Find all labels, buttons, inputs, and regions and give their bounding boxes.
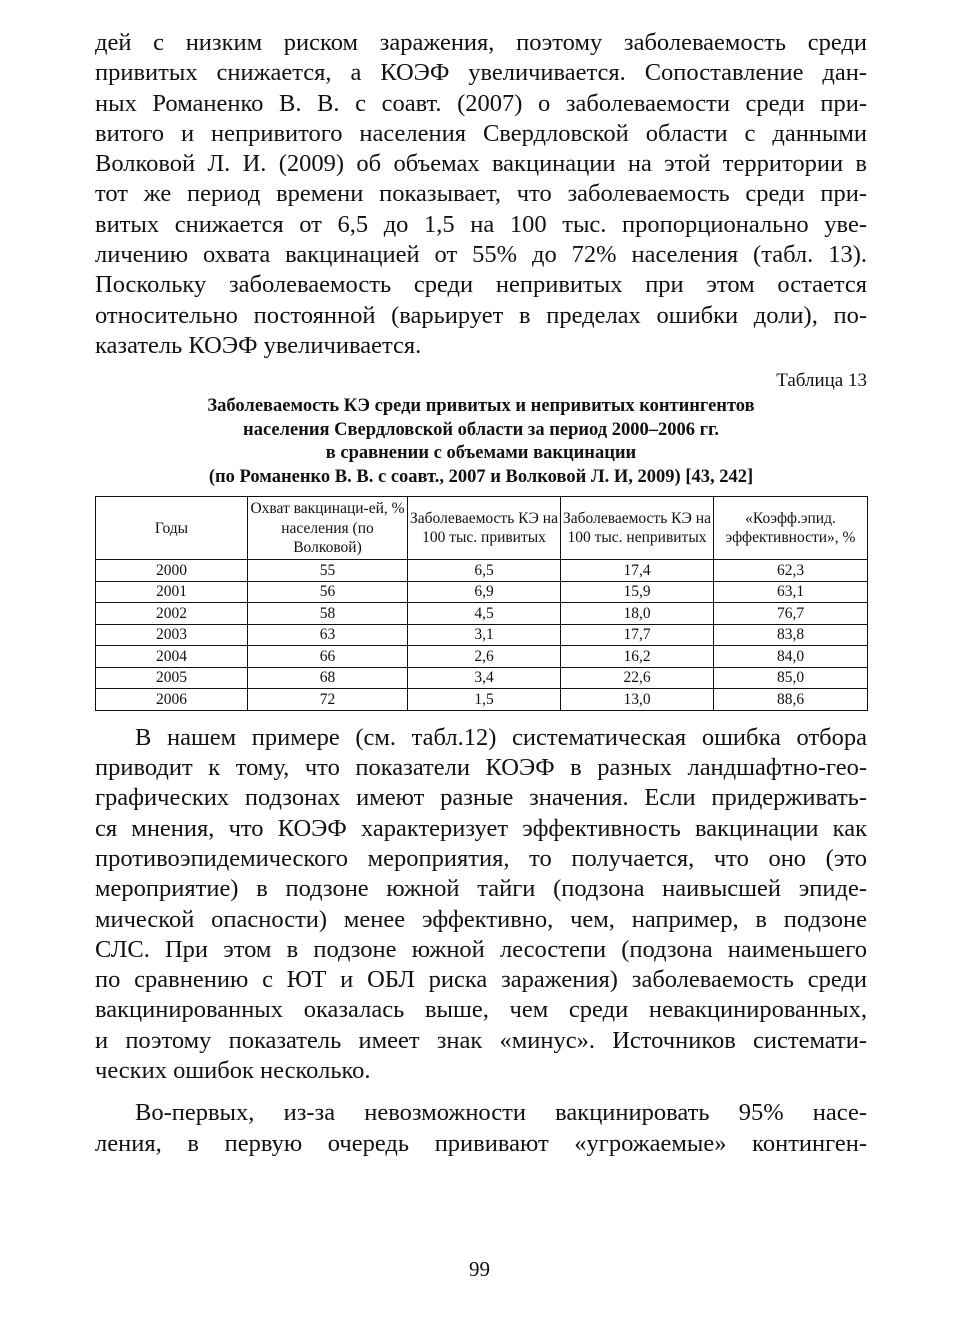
table-title (95, 395, 867, 489)
paragraph-3 (95, 1098, 867, 1159)
text-line: Поскольку заболеваемость среди непривитых при этом остается (95, 271, 867, 299)
text-line: витого и непривитого населения Свердловской области с данными (95, 119, 867, 147)
cell-unvaccinated: 13,0 (561, 689, 714, 711)
text-line: и поэтому показатель имеет знак «минус». Источников системати- (95, 1026, 867, 1054)
text-line: Волковой Л. И. (2009) об объемах вакцинации на этой территории в (95, 150, 867, 178)
table-row (96, 560, 868, 582)
paragraph-1 (95, 28, 867, 361)
table-title-line: (по Романенко В. В. с соавт., 2007 и Волковой Л. И, 2009) [43, 242] (208, 466, 754, 487)
cell-coverage: 66 (248, 646, 408, 668)
text-line: графических подзонах имеют разные значения. Если придерживать- (95, 784, 867, 812)
text-line: ся мнения, что КОЭФ характеризует эффективность вакцинации как (95, 814, 867, 842)
table-row (96, 667, 868, 689)
cell-unvaccinated: 22,6 (561, 667, 714, 689)
text-line: приводит к тому, что показатели КОЭФ в разных ландшафтно-гео- (95, 754, 867, 782)
cell-efficacy: 88,6 (714, 689, 868, 711)
text-line: тот же период времени показывает, что заболеваемость среди при- (95, 180, 867, 208)
header-years: Годы (96, 497, 248, 560)
table-title-line: населения Свердловской области за период 2000–2006 гг. (243, 419, 719, 440)
text-line: Во-первых, из-за невозможности вакцинировать 95% насе- (135, 1099, 867, 1127)
text-line: противоэпидемического мероприятия, то получается, что оно (это (95, 844, 867, 872)
text-line: по сравнению с ЮТ и ОБЛ риска заражения) заболеваемость среди (95, 966, 867, 994)
paragraph-2 (95, 723, 867, 1087)
header-incidence-unvaccinated: Заболеваемость КЭ на 100 тыс. непривитых (561, 497, 714, 560)
cell-year: 2002 (96, 603, 248, 625)
text-line: ления, в первую очередь прививают «угрожаемые» континген- (95, 1129, 867, 1157)
cell-vaccinated: 2,6 (408, 646, 561, 668)
page-number: 99 (469, 1257, 490, 1281)
cell-unvaccinated: 17,7 (561, 624, 714, 646)
cell-vaccinated: 6,9 (408, 581, 561, 603)
table-row (96, 603, 868, 625)
cell-year: 2001 (96, 581, 248, 603)
cell-efficacy: 76,7 (714, 603, 868, 625)
text-line: личению охвата вакцинацией от 55% до 72% населения (табл. 13). (95, 241, 867, 269)
table-title-line: в сравнении с объемами вакцинации (325, 443, 637, 464)
text-line: СЛС. При этом в подзоне южной лесостепи (подзона наименьшего (95, 935, 867, 963)
table-row (96, 624, 868, 646)
cell-year: 2004 (96, 646, 248, 668)
cell-coverage: 72 (248, 689, 408, 711)
cell-vaccinated: 3,4 (408, 667, 561, 689)
cell-efficacy: 83,8 (714, 624, 868, 646)
text-line: ных Романенко В. В. с соавт. (2007) о заболеваемости среди при- (95, 89, 867, 117)
cell-coverage: 68 (248, 667, 408, 689)
cell-unvaccinated: 16,2 (561, 646, 714, 668)
cell-efficacy: 63,1 (714, 581, 868, 603)
cell-coverage: 58 (248, 603, 408, 625)
cell-year: 2006 (96, 689, 248, 711)
text-line: витых снижается от 6,5 до 1,5 на 100 тыс. пропорционально уве- (95, 210, 867, 238)
cell-efficacy: 84,0 (714, 646, 868, 668)
header-incidence-vaccinated: Заболеваемость КЭ на 100 тыс. привитых (408, 497, 561, 560)
table-title-line: Заболеваемость КЭ среди привитых и непривитых контингентов (207, 396, 755, 417)
text-line: мероприятие) в подзоне южной тайги (подзона наивысшей эпиде- (95, 875, 867, 903)
table-row (96, 689, 868, 711)
text-line: вакцинированных оказалась выше, чем среди невакцинированных, (95, 996, 867, 1024)
text-line: привитых снижается, а КОЭФ увеличивается. Сопоставление дан- (95, 59, 867, 87)
cell-year: 2005 (96, 667, 248, 689)
cell-vaccinated: 6,5 (408, 560, 561, 582)
header-coverage: Охват вакцинаци-ей, % населения (по Волковой) (248, 497, 408, 560)
cell-unvaccinated: 17,4 (561, 560, 714, 582)
cell-coverage: 63 (248, 624, 408, 646)
cell-coverage: 55 (248, 560, 408, 582)
cell-efficacy: 62,3 (714, 560, 868, 582)
cell-year: 2003 (96, 624, 248, 646)
header-efficacy: «Коэфф.эпид. эффективности», % (714, 497, 868, 560)
table-number: Таблица 13 (776, 370, 867, 392)
data-table (95, 496, 868, 711)
page-content (95, 28, 867, 1159)
text-line: мической опасности) менее эффективно, чем, например, в подзоне (95, 905, 867, 933)
text-line: казатель КОЭФ увеличивается. (95, 331, 422, 359)
cell-year: 2000 (96, 560, 248, 582)
table-row (96, 646, 868, 668)
cell-vaccinated: 3,1 (408, 624, 561, 646)
cell-unvaccinated: 18,0 (561, 603, 714, 625)
text-line: относительно постоянной (варьирует в пределах ошибки доли), по- (95, 301, 867, 329)
table-row (96, 581, 868, 603)
text-line: ческих ошибок несколько. (95, 1057, 371, 1085)
cell-coverage: 56 (248, 581, 408, 603)
table-header-row (96, 497, 868, 560)
cell-vaccinated: 1,5 (408, 689, 561, 711)
cell-unvaccinated: 15,9 (561, 581, 714, 603)
cell-efficacy: 85,0 (714, 667, 868, 689)
cell-vaccinated: 4,5 (408, 603, 561, 625)
text-line: В нашем примере (см. табл.12) систематическая ошибка отбора (135, 723, 867, 751)
text-line: дей с низким риском заражения, поэтому заболеваемость среди (95, 29, 867, 56)
